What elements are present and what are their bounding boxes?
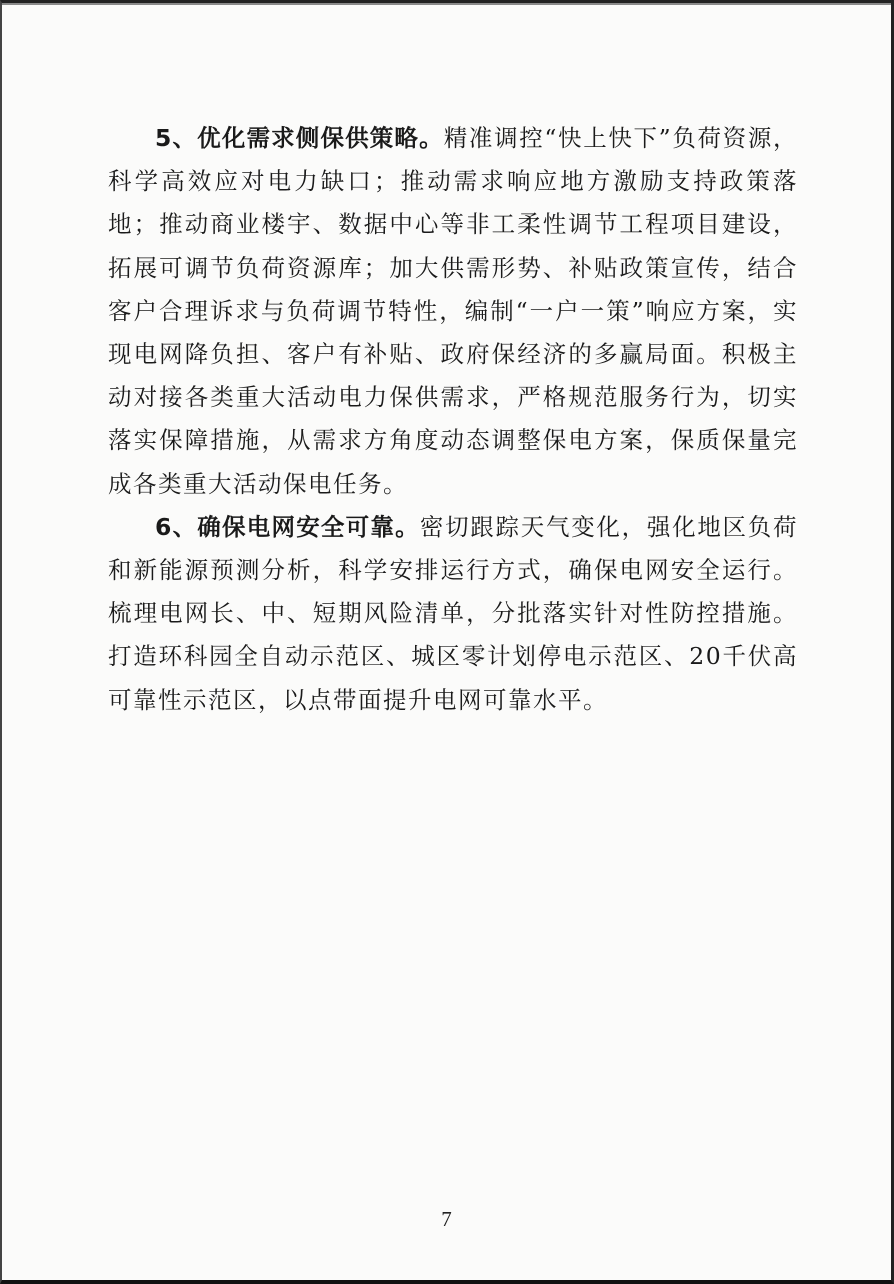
paragraph-optimize-demand-side [108,117,798,506]
paragraph-text: 精准调控“快上快下”负荷资源，科学高效应对电力缺口；推动需求响应地方激励支持政策落地；推动商业楼宇、数据中心等非工柔性调节工程项目建设，拓展可调节负荷资源库；加大供需形势、补贴政策宣传，结合客户合理诉求与负荷调节特性，编制“一户一策”响应方案，实现电网降负担、客户有补贴、政府保经济的多赢局面。积极主动对接各类重大活动电力保供需求，严格规范服务行为，切实落实保障措施，从需求方角度动态调整保电方案，保质保量完成各类重大活动保电任务。 [108,124,798,498]
page-number: 7 [441,1207,452,1231]
paragraph-heading: 6、确保电网安全可靠。 [155,512,420,541]
paragraph-text: 密切跟踪天气变化，强化地区负荷和新能源预测分析，科学安排运行方式，确保电网安全运行。梳理电网长、中、短期风险清单，分批落实针对性防控措施。打造环科园全自动示范区、城区零计划停电示范区、20千伏高可靠性示范区，以点带面提升电网可靠水平。 [108,512,799,714]
paragraph-heading: 5、优化需求侧保供策略。 [155,124,444,152]
scan-edge [2,3,891,5]
paragraph-grid-safety [108,506,798,722]
document-body [108,117,798,722]
